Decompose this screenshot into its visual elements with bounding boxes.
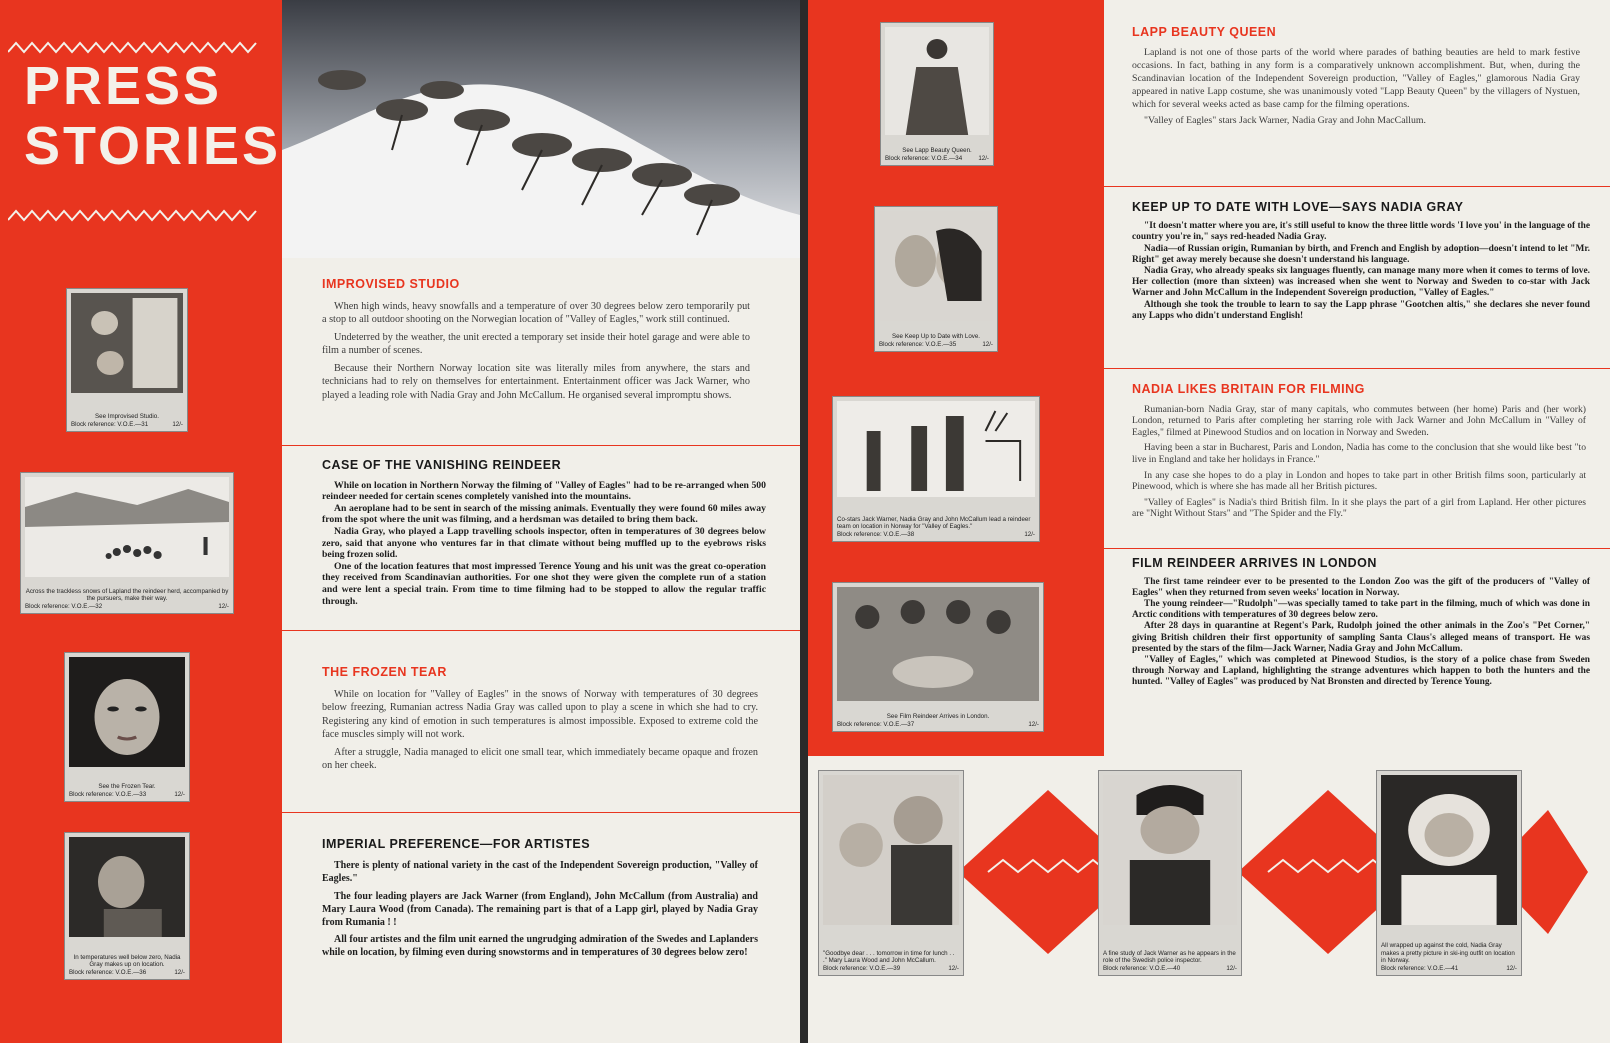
article-paragraph: There is plenty of national variety in the cast of the Independent Sovereign production, "Valley of Eagles." <box>322 860 758 885</box>
article-paragraph: "Valley of Eagles" is Nadia's third British film. In it she plays the part of a girl from Lapland. Her other pictures are "Night Without Stars" and "The Spider and the Fly." <box>1132 496 1586 520</box>
caption-text: See Improvised Studio. <box>95 413 159 420</box>
block-reference: Block reference: V.O.E.—38 <box>837 530 915 538</box>
article-lapp-beauty-queen <box>1132 26 1580 132</box>
article-paragraph: Rumanian-born Nadia Gray, star of many capitals, who commutes between (her home) Paris and (her work) London, returned to Paris after completing her starring role with Jack Warner and John McCallum in "Valley of Eagles," filmed at Pinewood Studios and on location in Norway and Sweden. <box>1132 403 1586 438</box>
caption-text: See Film Reindeer Arrives in London. <box>886 713 990 720</box>
price: 12/- <box>982 340 993 348</box>
photo-caption <box>71 413 183 428</box>
article-paragraph: After 28 days in quarantine at Regent's Park, Rudolph joined the other animals in the Zoo's "Pet Corner," giving British children their first opportunity of sampling Santa Claus's alleged means of transport. He was presented by the stars of the film—Jack Warner, Nadia Gray and John McCallum. <box>1132 621 1590 654</box>
article-improvised-studio <box>322 278 750 406</box>
photo-image <box>71 293 183 393</box>
photo-image <box>837 587 1039 701</box>
block-reference: Block reference: V.O.E.—37 <box>837 720 915 728</box>
article-paragraph: One of the location features that most impressed Terence Young and his unit was the great co-operation they received from Scandinavian authorities. For one shot they were given the complete run of a station and were lent a special train. From time to time filming had to be stopped to allow the regular traffic through. <box>322 560 766 607</box>
article-vanishing-reindeer <box>322 460 766 607</box>
article-paragraph: "Valley of Eagles" stars Jack Warner, Nadia Gray and John MacCallum. <box>1144 115 1426 127</box>
caption-text: Co-stars Jack Warner, Nadia Gray and John McCallum lead a reindeer team on location in Norway for "Valley of Eagles." <box>837 515 1031 530</box>
article-paragraph: All four artistes and the film unit earned the ungrudging admiration of the Swedes and Laplanders while on location, by filming even during snowstorms and in temperatures of 30 degrees below zero! <box>322 934 758 959</box>
article-heading: IMPERIAL PREFERENCE—FOR ARTISTES <box>322 837 591 851</box>
divider-1 <box>0 445 800 446</box>
caption-text: "Goodbye dear . . . tomorrow in time for lunch . . ." Mary Laura Wood and John McCallum. <box>823 949 955 964</box>
photo-image <box>1103 775 1237 925</box>
article-paragraph: Although she took the trouble to learn to say the Lapp phrase "Gootchen altis," she declares she never found any Lapps who didn't understand English! <box>1132 299 1590 321</box>
caption-text: See Lapp Beauty Queen. <box>902 147 972 154</box>
divider-3 <box>0 812 800 813</box>
divider-2 <box>808 368 1610 369</box>
photo-caption <box>1381 942 1517 972</box>
zigzag-ornament-bottom <box>8 208 258 222</box>
divider-2 <box>0 630 800 631</box>
block-reference: Block reference: V.O.E.—39 <box>823 964 901 972</box>
photo-caption <box>69 954 185 977</box>
article-paragraph: When high winds, heavy snowfalls and a temperature of over 30 degrees below zero temporarily put a stop to all outdoor shooting on the Norwegian location of "Valley of Eagles," work still continued. <box>322 300 750 325</box>
block-reference: Block reference: V.O.E.—40 <box>1103 964 1181 972</box>
article-film-reindeer-london <box>1132 558 1590 688</box>
photo-image <box>885 27 989 135</box>
photo-image <box>1381 775 1517 925</box>
article-imperial-preference <box>322 838 758 964</box>
article-paragraph: Having been a star in Bucharest, Paris and London, Nadia has come to the conclusion that she would like best "to live in England and take her holidays in France." <box>1132 442 1586 465</box>
photo-all-wrapped-up <box>1376 770 1522 976</box>
price: 12/- <box>218 602 229 610</box>
photo-image <box>823 775 959 925</box>
article-heading: NADIA LIKES BRITAIN FOR FILMING <box>1132 382 1365 396</box>
block-reference: Block reference: V.O.E.—31 <box>71 420 149 428</box>
price: 12/- <box>1028 720 1039 728</box>
article-paragraph: While on location for "Valley of Eagles" in the snows of Norway with temperatures of 30 degrees below freezing, Rumanian actress Nadia Gray was called upon to play a scene in which she had to cry. Registering any kind of emotion in such temperatures is almost impossible. Exposed to extreme cold the face muscles simply will not work. <box>322 688 758 740</box>
photo-caption <box>69 783 185 798</box>
photo-caption <box>837 516 1035 539</box>
article-paragraph: While on location in Northern Norway the filming of "Valley of Eagles" had to be re-arranged when 500 reindeer needed for certain scenes completely vanished into the mountains. <box>322 479 766 503</box>
block-reference: Block reference: V.O.E.—35 <box>879 340 957 348</box>
article-heading: CASE OF THE VANISHING REINDEER <box>322 458 562 472</box>
title-line-press: PRESS <box>24 56 223 116</box>
photo-caption <box>823 950 959 973</box>
photo-goodbye-dear <box>818 770 964 976</box>
caption-text: Across the trackless snows of Lapland the reindeer herd, accompanied by the pursuers, make their way. <box>25 587 229 602</box>
article-paragraph: Nadia Gray, who played a Lapp travelling schools inspector, often in temperatures of 30 degrees below zero, said that anyone who ventures far in that climate without being muffled up to the eyebrows risks being frozen solid. <box>322 525 766 561</box>
price: 12/- <box>1024 530 1035 538</box>
photo-improvised-studio <box>66 288 188 432</box>
article-paragraph: In any case she hopes to do a play in London and hopes to take part in other British films soon, particularly at Pinewood, which is where she has made all her British pictures. <box>1132 469 1586 493</box>
block-reference: Block reference: V.O.E.—32 <box>25 602 103 610</box>
article-paragraph: Nadia—of Russian origin, Rumanian by birth, and French and English by adoption—doesn't intend to let "Mr. Right" get away merely because she doesn't understand his language. <box>1132 243 1590 265</box>
price: 12/- <box>174 968 185 976</box>
photo-imperial-preference <box>64 832 190 980</box>
block-reference: Block reference: V.O.E.—33 <box>69 790 147 798</box>
photo-caption <box>885 147 989 162</box>
divider-3 <box>808 548 1610 549</box>
price: 12/- <box>1506 964 1517 972</box>
article-heading: IMPROVISED STUDIO <box>322 277 460 291</box>
right-page <box>808 0 1610 1043</box>
photo-lapp-beauty-queen <box>880 22 994 166</box>
caption-text: All wrapped up against the cold, Nadia Gray makes a pretty picture in ski-ing outfit on location in Norway. <box>1381 942 1515 964</box>
reindeer-herd-photo <box>282 0 800 258</box>
article-paragraph: After a struggle, Nadia managed to elicit one small tear, which immediately became opaque and frozen on her cheek. <box>322 746 758 771</box>
article-heading: KEEP UP TO DATE WITH LOVE—SAYS NADIA GRAY <box>1132 200 1464 214</box>
photo-image <box>25 477 229 577</box>
article-paragraph: The four leading players are Jack Warner (from England), John McCallum (from Australia) and Mary Laura Wood (from Canada). The remaining part is that of a Lapp girl, played by Nadia Gray from Rumania ! ! <box>322 890 758 929</box>
photo-vanishing-reindeer <box>20 472 234 614</box>
price: 12/- <box>1226 964 1237 972</box>
article-paragraph: An aeroplane had to be sent in search of the missing animals. Eventually they were found 60 miles away from the spot where the unit was filming, and a herdsman was detailed to bring them back. <box>322 502 766 526</box>
price: 12/- <box>172 420 183 428</box>
article-paragraph: The first tame reindeer ever to be presented to the London Zoo was the gift of the producers of "Valley of Eagles" when they returned from seven weeks' location in Norway. <box>1132 577 1590 599</box>
caption-text: See the Frozen Tear. <box>98 783 156 790</box>
article-paragraph: Nadia Gray, who already speaks six languages fluently, can manage many more when it comes to terms of love. Her collection (more than sixteen) was increased when she went to Norway and Sweden to co-star with Jack Warner and John McCallum in the Independent Sovereign production, "Valley of Eagles." <box>1132 266 1590 299</box>
photo-keep-up-to-date <box>874 206 998 352</box>
article-paragraph: Lapland is not one of those parts of the world where parades of bathing beauties are held to mark festive occasions. In fact, bathing in any form is a comparatively unknown accomplishment. But, when, during the Scandinavian location of the Independent Sovereign production, "Valley of Eagles," glamorous Nadia Gray appeared in native Lapp costume, she was unanimously voted "Lapp Beauty Queen" by the villagers of Nystuen, which for several weeks acted as base camp for the filming operations. <box>1132 46 1580 110</box>
photo-caption <box>25 588 229 611</box>
zigzag-ornament-top <box>8 40 258 54</box>
article-paragraph: "Valley of Eagles," which was completed at Pinewood Studios, is the story of a police chase from Sweden through Norway and Lapland, highlighting the strange adventures which happen to both the hunters and the hunted. "Valley of Eagles" was produced by Nat Bronsten and directed by Terence Young. <box>1132 654 1590 687</box>
left-page <box>0 0 800 1043</box>
page-title <box>24 56 281 176</box>
photo-caption <box>879 333 993 348</box>
photo-film-reindeer-london <box>832 582 1044 732</box>
photo-image <box>69 837 185 937</box>
title-line-stories: STORIES <box>24 116 282 176</box>
price: 12/- <box>978 154 989 162</box>
article-paragraph: "It doesn't matter where you are, it's still useful to know the three little words 'I love you' in the language of the country you're in," says red-headed Nadia Gray. <box>1132 221 1590 243</box>
photo-image <box>879 211 993 321</box>
price: 12/- <box>948 964 959 972</box>
article-frozen-tear <box>322 666 758 777</box>
divider-1 <box>808 186 1610 187</box>
caption-text: In temperatures well below zero, Nadia Gray makes up on location. <box>73 953 181 968</box>
article-paragraph: Because their Northern Norway location site was literally miles from anywhere, the stars and technicians had to rely on themselves for entertainment. Entertainment officer was Jack Warner, who played a leading role with Nadia Gray and John McCallum. He organised several impromptu shows. <box>322 362 750 401</box>
photo-jack-warner-study <box>1098 770 1242 976</box>
article-keep-up-to-date <box>1132 202 1590 322</box>
article-heading: LAPP BEAUTY QUEEN <box>1132 25 1277 39</box>
block-reference: Block reference: V.O.E.—41 <box>1381 964 1459 972</box>
photo-frozen-tear <box>64 652 190 802</box>
photo-nadia-likes-britain <box>832 396 1040 542</box>
photo-caption <box>837 713 1039 728</box>
photo-caption <box>1103 950 1237 973</box>
photo-image <box>69 657 185 767</box>
photo-image <box>837 401 1035 497</box>
article-nadia-likes-britain <box>1132 384 1586 524</box>
article-heading: THE FROZEN TEAR <box>322 665 447 679</box>
caption-text: See Keep Up to Date with Love. <box>891 333 981 340</box>
block-reference: Block reference: V.O.E.—34 <box>885 154 963 162</box>
article-paragraph: The young reindeer—"Rudolph"—was specially tamed to take part in the filming, much of which was done in Arctic conditions with temperatures of 30 degrees below zero. <box>1132 599 1590 621</box>
article-heading: FILM REINDEER ARRIVES IN LONDON <box>1132 556 1377 570</box>
article-paragraph: Undeterred by the weather, the unit erected a temporary set inside their hotel garage and were able to film a number of scenes. <box>322 331 750 356</box>
caption-text: A fine study of Jack Warner as he appears in the role of the Swedish police inspector. <box>1103 949 1236 964</box>
block-reference: Block reference: V.O.E.—36 <box>69 968 147 976</box>
price: 12/- <box>174 790 185 798</box>
